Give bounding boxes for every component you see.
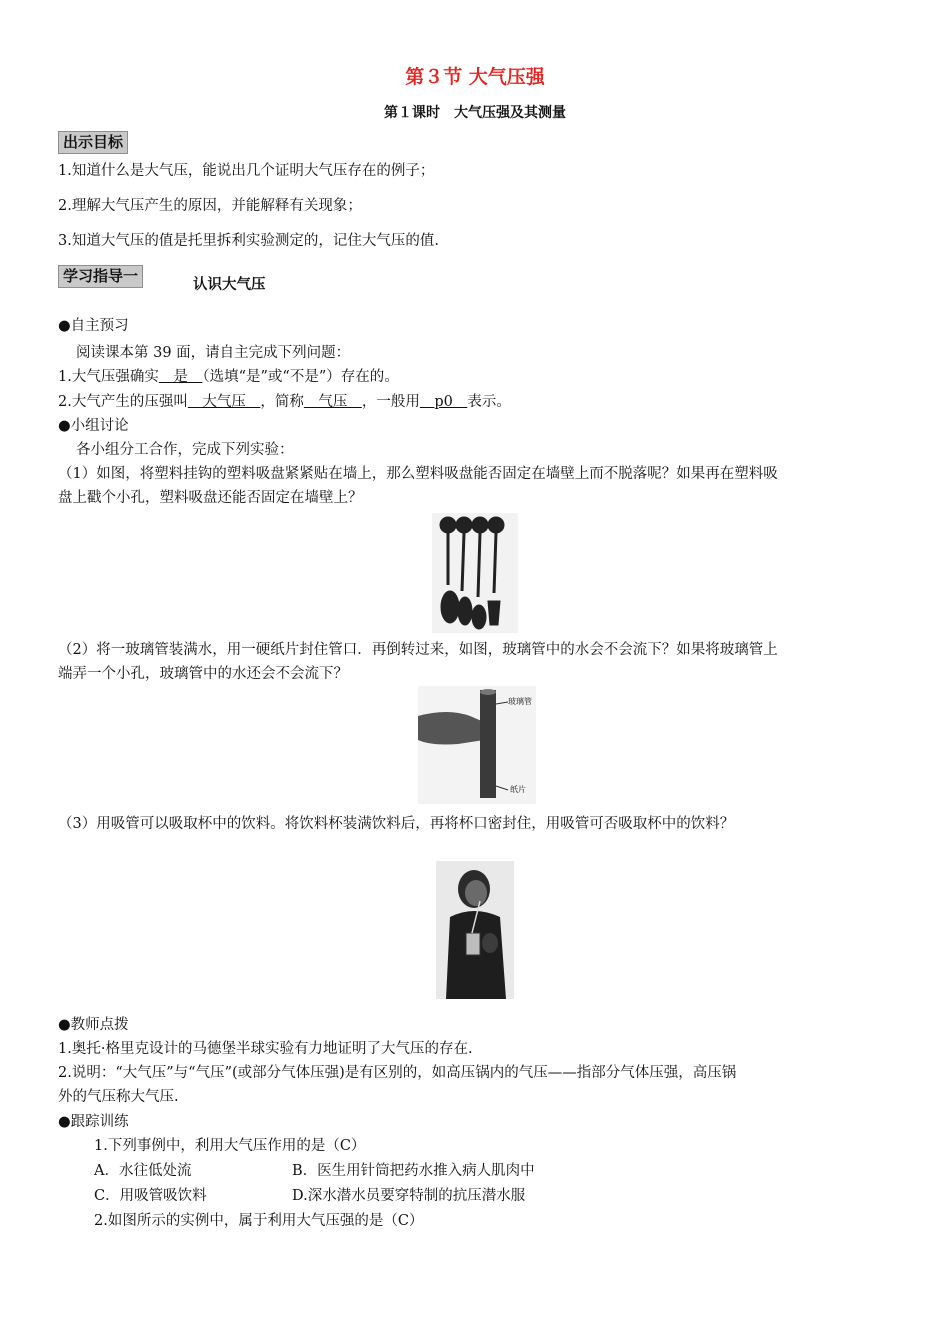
- goal-item-2: 2.理解大气压产生的原因，并能解释有关现象；: [58, 198, 362, 214]
- q2-answer-2: 气压: [303, 394, 362, 410]
- discussion-heading: ●小组讨论: [58, 418, 129, 434]
- practice-question-2: 2.如图所示的实例中，属于利用大气压强的是（C）: [94, 1213, 424, 1229]
- discussion-intro: 各小组分工合作，完成下列实验：: [76, 442, 294, 458]
- lesson-subtitle: 第１课时 大气压强及其测量: [384, 105, 566, 121]
- preview-question-2: [58, 392, 511, 412]
- experiment-2-line-2: 端弄一个小孔，玻璃管中的水还会不会流下？: [58, 666, 348, 682]
- q2-answer-1: 大气压: [187, 394, 261, 410]
- practice-option-b: B．医生用针筒把药水推入病人肌肉中: [292, 1163, 535, 1179]
- guide-label: 学习指导一: [58, 265, 143, 288]
- q1-answer: 是: [158, 369, 203, 385]
- goals-label: 出示目标: [58, 131, 128, 154]
- teacher-point-2-line-2: 外的气压称大气压.: [58, 1089, 179, 1105]
- q1-text-post: （选填“是”或“不是”）存在的。: [202, 369, 399, 385]
- guide-heading: 认识大气压: [193, 277, 266, 293]
- glass-tube-figure: [418, 686, 536, 804]
- experiment-1-line-1: （1）如图，将塑料挂钩的塑料吸盘紧紧贴在墙上，那么塑料吸盘能否固定在墙壁上而不脱落呢？如果再在塑料吸: [58, 466, 778, 482]
- suction-hooks-figure: [432, 513, 518, 633]
- goal-item-3: 3.知道大气压的值是托里拆利实验测定的，记住大气压的值.: [58, 233, 439, 249]
- practice-option-c: C．用吸管吸饮料: [94, 1188, 207, 1204]
- experiment-2-line-1: （2）将一玻璃管装满水，用一硬纸片封住管口．再倒转过来，如图，玻璃管中的水会不会流下？如果将玻璃管上: [58, 642, 778, 658]
- experiment-3: （3）用吸管可以吸取杯中的饮料。将饮料杯装满饮料后，再将杯口密封住，用吸管可否吸取杯中的饮料？: [58, 816, 735, 832]
- q2-text-b: ，简称: [260, 394, 304, 410]
- experiment-1-line-2: 盘上戳个小孔，塑料吸盘还能否固定在墙壁上？: [58, 490, 363, 506]
- card-label: 纸片: [510, 785, 526, 794]
- teacher-heading: ●教师点拨: [58, 1017, 129, 1033]
- q2-text-c: ，一般用: [361, 394, 420, 410]
- q2-text-d: 表示。: [467, 394, 511, 410]
- page-title: 第３节 大气压强: [405, 66, 545, 88]
- practice-option-d: D.深水潜水员要穿特制的抗压潜水服: [292, 1188, 526, 1204]
- preview-intro: 阅读课本第 39 面，请自主完成下列问题：: [76, 345, 351, 361]
- q2-text-a: 2.大气产生的压强叫: [58, 394, 188, 410]
- q1-text: 1.大气压强确实: [58, 369, 159, 385]
- q2-answer-3: p0: [419, 394, 468, 410]
- practice-option-a: A．水往低处流: [94, 1163, 192, 1179]
- goal-item-1: 1.知道什么是大气压，能说出几个证明大气压存在的例子；: [58, 163, 435, 179]
- preview-heading: ●自主预习: [58, 318, 129, 334]
- practice-question-1: 1.下列事例中，利用大气压作用的是（C）: [94, 1138, 366, 1154]
- tube-label: 玻璃管: [508, 697, 532, 706]
- teacher-point-2-line-1: 2.说明：“大气压”与“气压”(或部分气体压强)是有区别的，如高压锅内的气压——指部分气体压强，高压锅: [58, 1065, 737, 1081]
- preview-question-1: [58, 367, 399, 387]
- teacher-point-1: 1.奥托·格里克设计的马德堡半球实验有力地证明了大气压的存在.: [58, 1041, 473, 1057]
- practice-heading: ●跟踪训练: [58, 1114, 129, 1130]
- boy-drinking-figure: [436, 861, 514, 999]
